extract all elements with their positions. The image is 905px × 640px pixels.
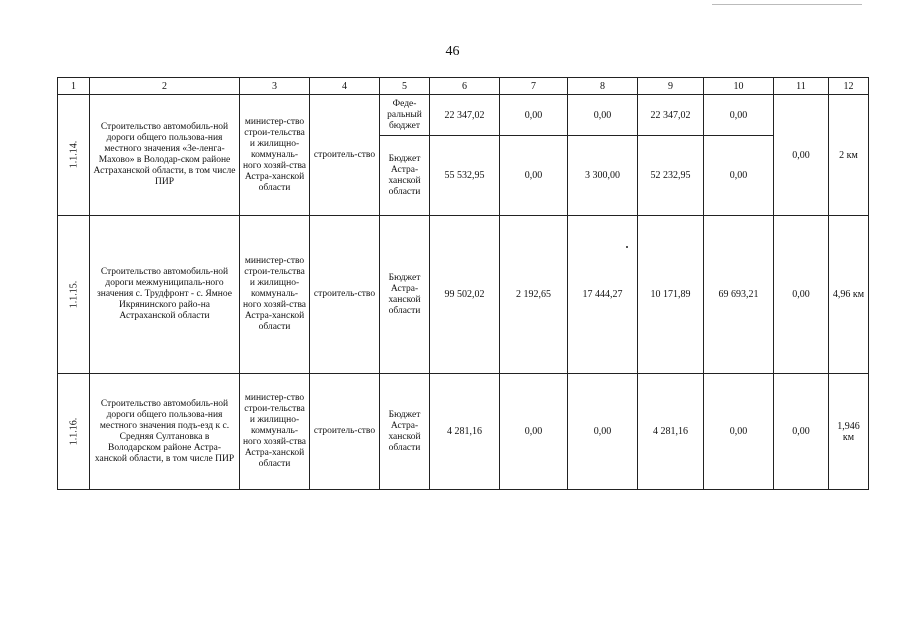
value-cell: 0,00: [704, 374, 774, 490]
road-length: 2 км: [829, 95, 869, 216]
header-cell: 6: [430, 78, 500, 95]
table-row: [58, 374, 869, 490]
project-name: Строительство автомобиль-ной дороги общего пользова-ния местного значения «Зе-ленга-Махово» в Володар-ском районе Астраханской области, в том числе ПИР: [90, 95, 240, 216]
work-type: строитель-ство: [310, 216, 380, 374]
funding-source: Бюджет Астра-ханской области: [380, 136, 430, 216]
value-cell: 0,00: [774, 216, 829, 374]
row-index: 1.1.14.: [58, 95, 90, 216]
value-cell: 0,00: [500, 374, 568, 490]
value-cell: 17 444,27: [568, 216, 638, 374]
road-length: 1,946 км: [829, 374, 869, 490]
value-cell: 0,00: [500, 136, 568, 216]
value-cell: 0,00: [774, 95, 829, 216]
header-cell: 1: [58, 78, 90, 95]
value-cell: 99 502,02: [430, 216, 500, 374]
value-cell: 52 232,95: [638, 136, 704, 216]
header-cell: 11: [774, 78, 829, 95]
value-cell: 10 171,89: [638, 216, 704, 374]
header-cell: 9: [638, 78, 704, 95]
row-index: 1.1.15.: [58, 216, 90, 374]
table-row: [58, 95, 869, 136]
funding-source: Феде-ральный бюджет: [380, 95, 430, 136]
header-cell: 2: [90, 78, 240, 95]
project-name: Строительство автомобиль-ной дороги межмуниципаль-ного значения с. Трудфронт - с. Ямное Икрянинского райо-на Астраханской области: [90, 216, 240, 374]
value-cell: 4 281,16: [638, 374, 704, 490]
top-edge-line: [712, 4, 862, 5]
value-cell: 22 347,02: [638, 95, 704, 136]
value-cell: 69 693,21: [704, 216, 774, 374]
value-cell: 0,00: [774, 374, 829, 490]
value-cell: 0,00: [568, 374, 638, 490]
header-cell: 12: [829, 78, 869, 95]
value-cell: 3 300,00: [568, 136, 638, 216]
header-cell: 10: [704, 78, 774, 95]
funding-source: Бюджет Астра-ханской области: [380, 216, 430, 374]
responsible-agency: министер-ство строи-тельства и жилищно-коммуналь-ного хозяй-ства Астра-ханской области: [240, 95, 310, 216]
table-row: [58, 216, 869, 374]
value-cell: 0,00: [568, 95, 638, 136]
value-cell: 0,00: [704, 95, 774, 136]
scan-speck: [626, 246, 628, 248]
value-cell: 0,00: [704, 136, 774, 216]
header-cell: 8: [568, 78, 638, 95]
project-name: Строительство автомобиль-ной дороги общего пользова-ния местного значения подъ-езд к с. Средняя Султановка в Володарском районе Астра-ханской области, в том числе ПИР: [90, 374, 240, 490]
program-table: [57, 77, 869, 490]
value-cell: 55 532,95: [430, 136, 500, 216]
header-cell: 4: [310, 78, 380, 95]
page-number: 46: [445, 44, 460, 59]
header-cell: 3: [240, 78, 310, 95]
header-cell: 7: [500, 78, 568, 95]
row-index: 1.1.16.: [58, 374, 90, 490]
responsible-agency: министер-ство строи-тельства и жилищно-коммуналь-ного хозяй-ства Астра-ханской области: [240, 374, 310, 490]
responsible-agency: министер-ство строи-тельства и жилищно-коммуналь-ного хозяй-ства Астра-ханской области: [240, 216, 310, 374]
funding-source: Бюджет Астра-ханской области: [380, 374, 430, 490]
value-cell: 2 192,65: [500, 216, 568, 374]
work-type: строитель-ство: [310, 374, 380, 490]
header-row: [58, 78, 869, 95]
value-cell: 22 347,02: [430, 95, 500, 136]
road-length: 4,96 км: [829, 216, 869, 374]
value-cell: 0,00: [500, 95, 568, 136]
header-cell: 5: [380, 78, 430, 95]
value-cell: 4 281,16: [430, 374, 500, 490]
work-type: строитель-ство: [310, 95, 380, 216]
